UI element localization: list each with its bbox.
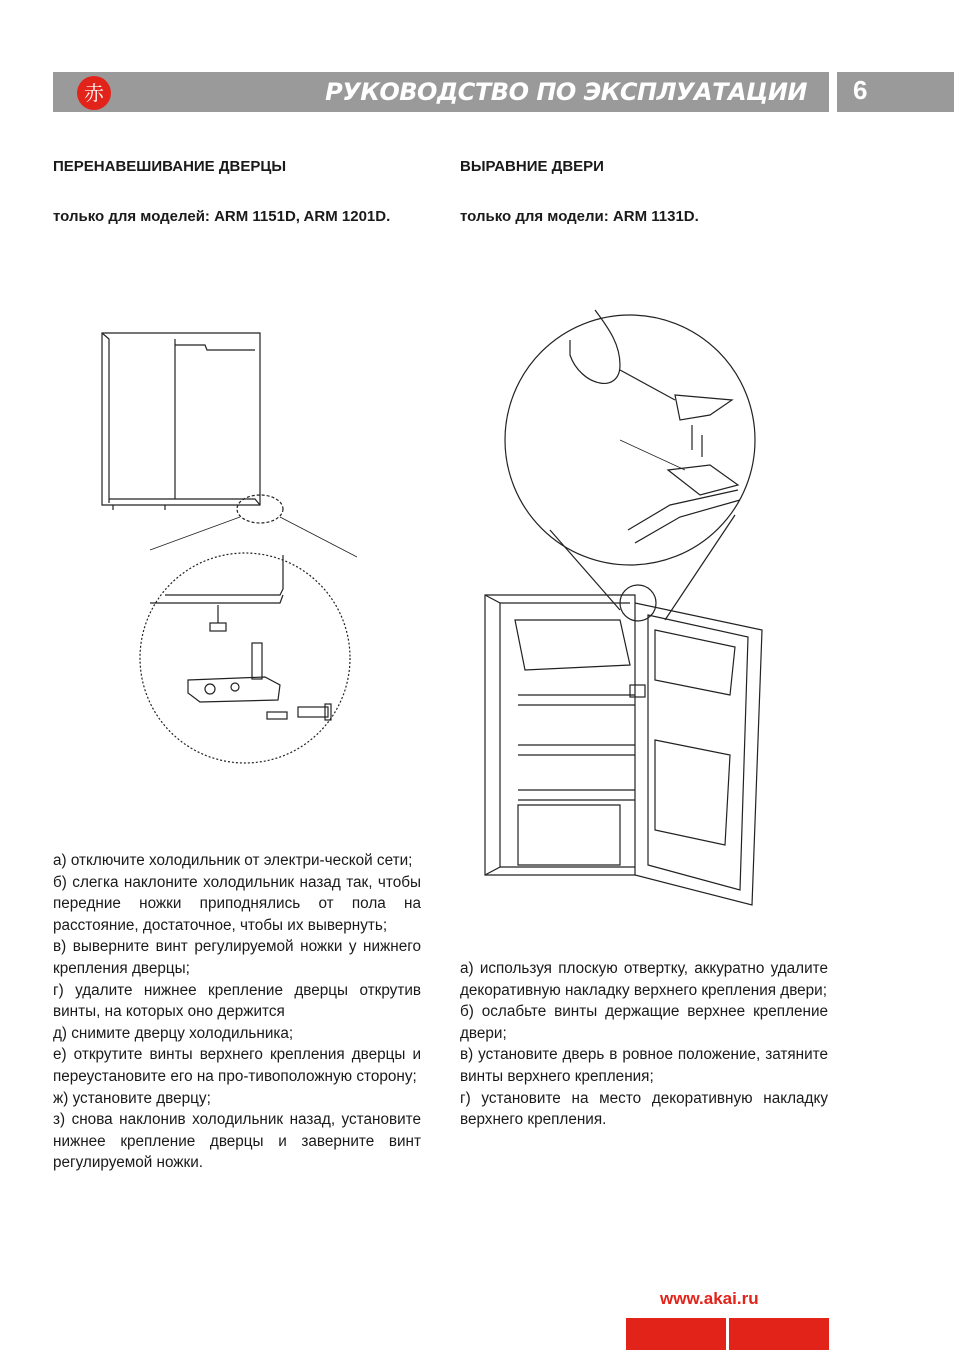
left-steps xyxy=(53,850,421,1174)
left-models: только для моделей: ARM 1151D, ARM 1201D. xyxy=(53,208,391,225)
page-number-box xyxy=(837,72,954,112)
website-link[interactable]: www.akai.ru xyxy=(660,1289,759,1308)
list-item: е) открутите винты верхнего крепления дверцы и переустановите его на про-тивоположную сторону; xyxy=(53,1046,421,1085)
list-item: б) слегка наклоните холодильник назад так, чтобы передние ножки приподнялись от пола на расстояние, достаточное, чтобы их вывернуть; xyxy=(53,873,421,934)
list-item: а) используя плоскую отвертку, аккуратно удалите декоративную накладку верхнего крепления двери; xyxy=(460,960,828,999)
list-item: г) установите на место декоративную накладку верхнего крепления. xyxy=(460,1089,828,1129)
page-number: 6 xyxy=(853,75,868,105)
footer-bar-right xyxy=(729,1318,829,1350)
page-title: РУКОВОДСТВО ПО ЭКСПЛУАТАЦИИ xyxy=(325,78,807,106)
right-steps xyxy=(460,958,828,1131)
list-item: г) удалите нижнее крепление дверцы открутив винты, на которых оно держится xyxy=(53,981,421,1021)
akai-logo-icon: 赤 xyxy=(77,76,111,110)
door-alignment-illustration xyxy=(470,285,790,910)
list-item: в) выверните винт регулируемой ножки у нижнего крепления дверцы; xyxy=(53,938,421,977)
list-item: а) отключите холодильник от электри-ческой сети; xyxy=(53,852,413,869)
list-item: в) установите дверь в ровное положение, затяните винты верхнего крепления; xyxy=(460,1046,828,1085)
left-heading: ПЕРЕНАВЕШИВАНИЕ ДВЕРЦЫ xyxy=(53,158,287,175)
list-item: д) снимите дверцу холодильника; xyxy=(53,1024,294,1042)
header-bar xyxy=(53,72,829,112)
list-item: з) снова наклонив холодильник назад, установите нижнее крепление дверцы и заверните винт регулируемой ножки. xyxy=(53,1111,421,1172)
list-item: б) ослабьте винты держащие верхнее крепление двери; xyxy=(460,1003,828,1042)
right-models: только для модели: ARM 1131D. xyxy=(460,208,699,225)
list-item: ж) установите дверцу; xyxy=(53,1089,211,1107)
right-heading: ВЫРАВНИЕ ДВЕРИ xyxy=(460,158,604,175)
footer-bar-left xyxy=(626,1318,726,1350)
door-rehang-illustration xyxy=(95,325,395,795)
